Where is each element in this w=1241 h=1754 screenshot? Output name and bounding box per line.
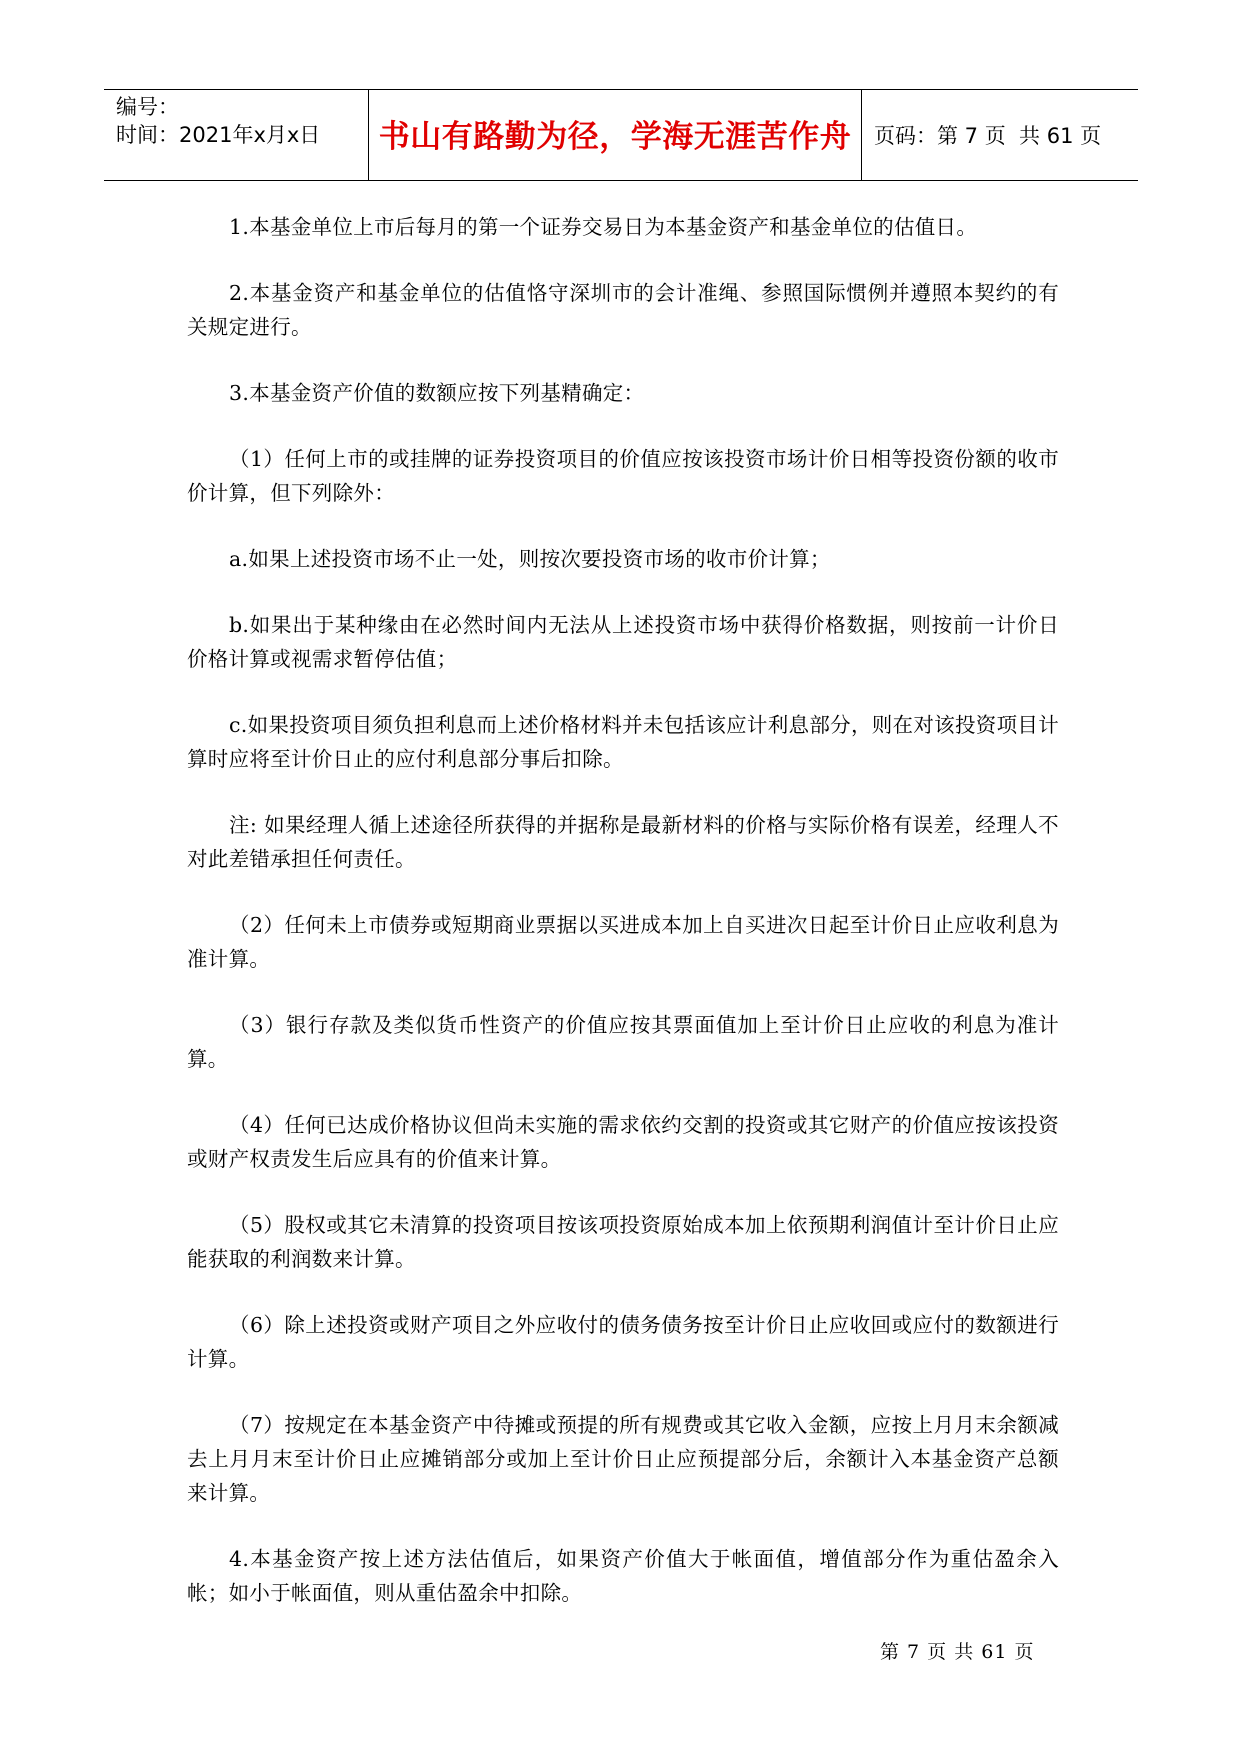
document-time-label: 时间：2021年x月x日 [116, 123, 321, 147]
header-meta-cell [104, 90, 369, 180]
page-header [104, 89, 1138, 181]
paragraph: （1）任何上市的或挂牌的证券投资项目的价值应按该投资市场计价日相等投资份额的收市价计算，但下列除外： [187, 447, 1059, 505]
paragraph: （3）银行存款及类似货币性资产的价值应按其票面值加上至计价日止应收的利息为准计算。 [187, 1013, 1059, 1071]
paragraph: 1.本基金单位上市后每月的第一个证券交易日为本基金资产和基金单位的估值日。 [229, 215, 978, 239]
paragraph: c.如果投资项目须负担利息而上述价格材料并未包括该应计利息部分，则在对该投资项目计算时应将至计价日止的应付利息部分事后扣除。 [187, 713, 1059, 771]
paragraph: （4）任何已达成价格协议但尚未实施的需求依约交割的投资或其它财产的价值应按该投资或财产权责发生后应具有的价值来计算。 [187, 1113, 1059, 1171]
paragraph: （7）按规定在本基金资产中待摊或预提的所有规费或其它收入金额，应按上月月末余额减去上月月末至计价日止应摊销部分或加上至计价日止应预提部分后，余额计入本基金资产总额来计算。 [187, 1413, 1059, 1505]
paragraph: b.如果出于某种缘由在必然时间内无法从上述投资市场中获得价格数据，则按前一计价日价格计算或视需求暂停估值； [187, 613, 1059, 671]
paragraph: 注: 如果经理人循上述途径所获得的并据称是最新材料的价格与实际价格有误差，经理人不对此差错承担任何责任。 [187, 813, 1059, 871]
document-body [187, 210, 1059, 1642]
paragraph: （5）股权或其它未清算的投资项目按该项投资原始成本加上依预期利润值计至计价日止应能获取的利润数来计算。 [187, 1213, 1059, 1271]
paragraph: （2）任何未上市债券或短期商业票据以买进成本加上自买进次日起至计价日止应收利息为准计算。 [187, 913, 1059, 971]
header-page-number: 页码：第 7 页 共 61 页 [874, 124, 1102, 148]
header-motto-cell [369, 90, 862, 180]
paragraph: 3.本基金资产价值的数额应按下列基精确定： [229, 381, 645, 405]
header-page-cell [862, 90, 1138, 180]
paragraph: （6）除上述投资或财产项目之外应收付的债务债务按至计价日止应收回或应付的数额进行计算。 [187, 1313, 1059, 1371]
paragraph: a.如果上述投资市场不止一处，则按次要投资市场的收市价计算； [229, 547, 831, 571]
header-motto: 书山有路勤为径，学海无涯苦作舟 [378, 118, 852, 155]
paragraph: 2.本基金资产和基金单位的估值恪守深圳市的会计准绳、参照国际惯例并遵照本契约的有关规定进行。 [187, 281, 1059, 339]
document-number-label: 编号： [116, 95, 179, 119]
paragraph: 4.本基金资产按上述方法估值后，如果资产价值大于帐面值，增值部分作为重估盈余入帐；如小于帐面值，则从重估盈余中扣除。 [187, 1547, 1059, 1605]
page-footer-number: 第 7 页 共 61 页 [880, 1641, 1035, 1663]
